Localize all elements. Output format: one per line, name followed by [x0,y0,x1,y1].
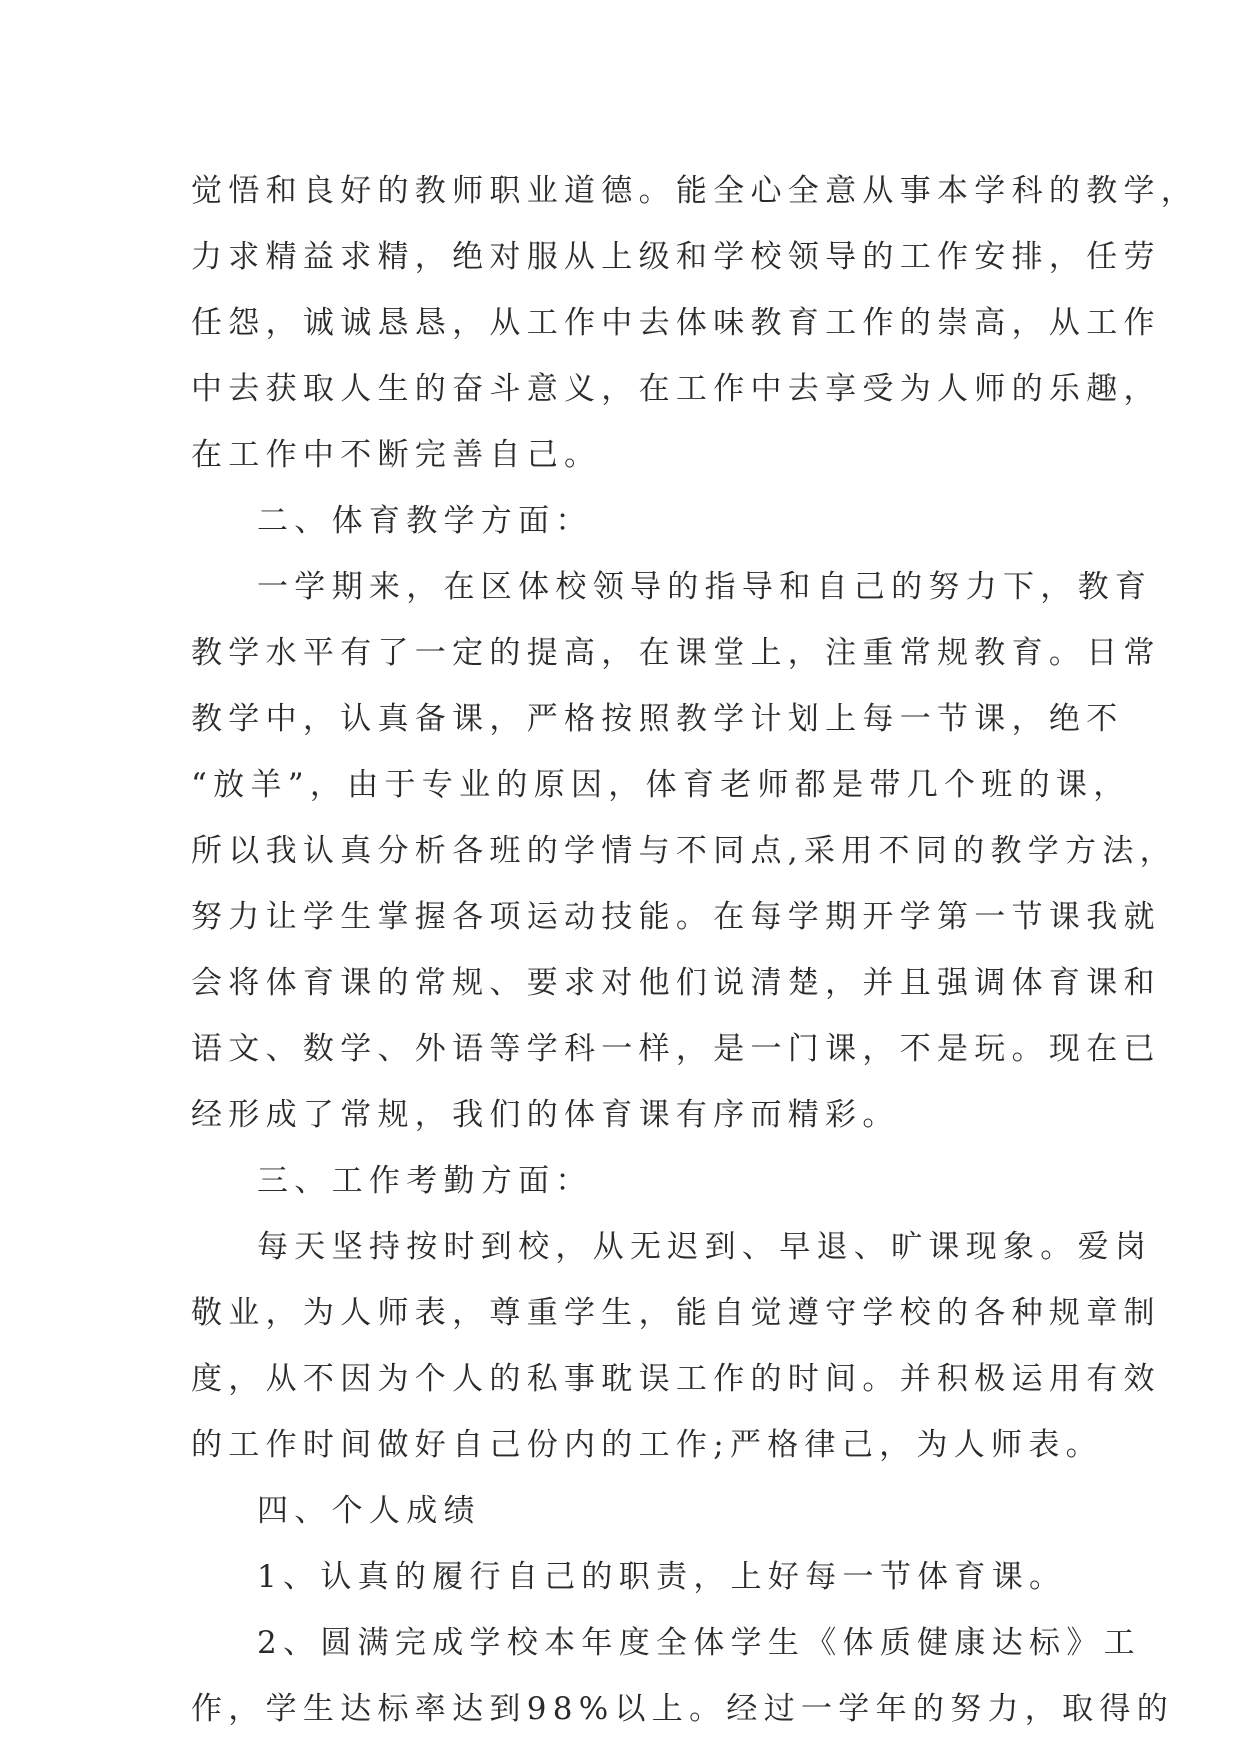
section-heading: 四、个人成绩 [257,1493,481,1529]
body-line: 的工作时间做好自己份内的工作;严格律己，为人师表。 [191,1427,1103,1463]
body-line: 语文、数学、外语等学科一样，是一门课，不是玩。现在已 [191,1031,1161,1067]
list-item: 2、圆满完成学校本年度全体学生《体质健康达标》工 [257,1625,1141,1661]
body-line: 中去获取人生的奋斗意义，在工作中去享受为人师的乐趣， [191,371,1161,407]
body-line: 会将体育课的常规、要求对他们说清楚，并且强调体育课和 [191,965,1161,1001]
body-line: 觉悟和良好的教师职业道德。能全心全意从事本学科的教学， [191,173,1199,209]
list-item: 1、认真的履行自己的职责，上好每一节体育课。 [257,1559,1067,1595]
body-line: 力求精益求精，绝对服从上级和学校领导的工作安排，任劳 [191,239,1161,275]
body-line: “放羊”，由于专业的原因，体育老师都是带几个班的课， [191,767,1131,803]
body-line: 度，从不因为个人的私事耽误工作的时间。并积极运用有效 [191,1361,1161,1397]
body-line: 努力让学生掌握各项运动技能。在每学期开学第一节课我就 [191,899,1161,935]
body-line: 所以我认真分析各班的学情与不同点,采用不同的教学方法， [191,833,1177,869]
paragraph-first-line: 一学期来，在区体校领导的指导和自己的努力下，教育 [257,569,1153,605]
body-line: 任怨，诚诚恳恳，从工作中去体味教育工作的崇高，从工作 [191,305,1161,341]
body-line: 敬业，为人师表，尊重学生，能自觉遵守学校的各种规章制 [191,1295,1161,1331]
paragraph-first-line: 每天坚持按时到校，从无迟到、早退、旷课现象。爱岗 [257,1229,1153,1265]
body-line: 在工作中不断完善自己。 [191,437,602,473]
body-line: 教学中，认真备课，严格按照教学计划上每一节课，绝不 [191,701,1124,737]
section-heading: 三、工作考勤方面： [257,1163,593,1199]
body-line: 经形成了常规，我们的体育课有序而精彩。 [191,1097,900,1133]
document-body [191,158,1199,1742]
body-line: 作，学生达标率达到98%以上。经过一学年的努力，取得的 [191,1691,1174,1727]
body-line: 教学水平有了一定的提高，在课堂上，注重常规教育。日常 [191,635,1161,671]
section-heading: 二、体育教学方面： [257,503,593,539]
